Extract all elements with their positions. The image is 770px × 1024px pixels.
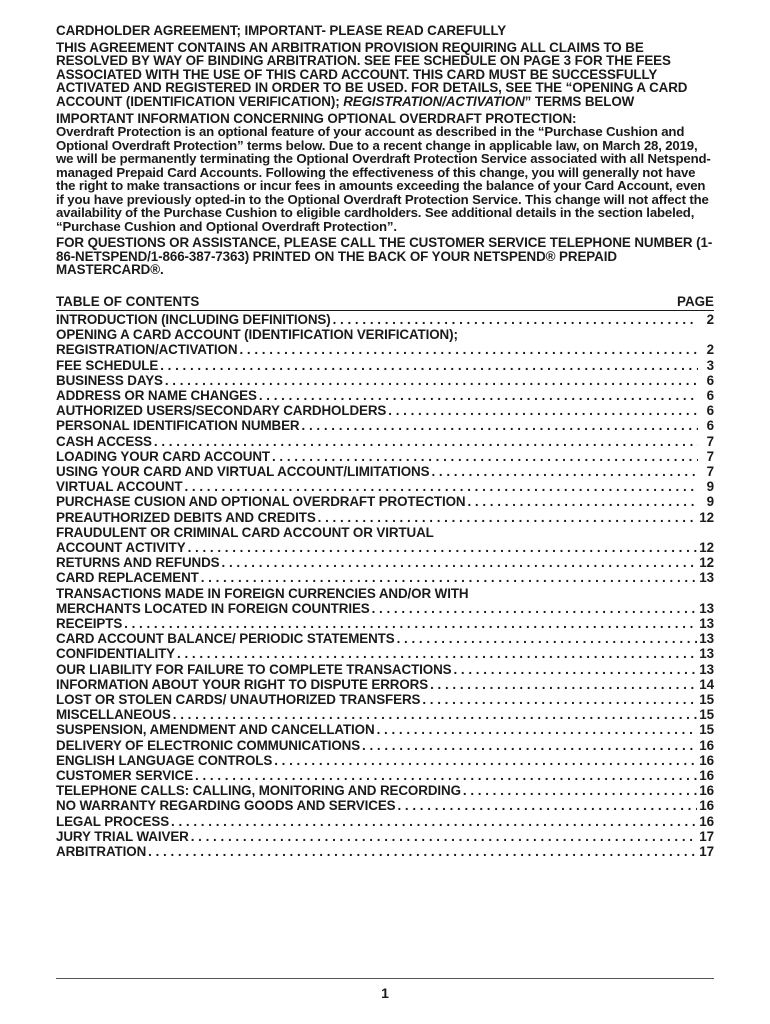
toc-entry-page: 7: [706, 433, 714, 449]
toc-entry: [56, 449, 714, 464]
toc-entry-page: 16: [699, 737, 714, 753]
toc-entry-line: [56, 464, 714, 479]
toc-entry-line: [56, 631, 714, 646]
toc-entry-line: [56, 692, 714, 707]
toc-entry-title: ACCOUNT ACTIVITY: [56, 539, 186, 555]
toc-entry-line: [56, 388, 714, 403]
toc-entry-line: [56, 677, 714, 692]
toc-entry: [56, 753, 714, 768]
toc-entry-line: [56, 844, 714, 859]
toc-entry-line: [56, 510, 714, 525]
toc-entry: [56, 798, 714, 813]
toc-leader-dots: [148, 844, 697, 859]
toc-entry-page: 14: [699, 676, 714, 692]
toc-entry-line: [56, 814, 714, 829]
toc-entry-title: MERCHANTS LOCATED IN FOREIGN COUNTRIES: [56, 600, 370, 616]
toc-entry-line: [56, 616, 714, 631]
toc-leader-dots: [362, 738, 697, 753]
toc-entry-page: 7: [706, 463, 714, 479]
toc-entry: [56, 677, 714, 692]
toc-entry-page: 3: [706, 357, 714, 373]
toc-leader-dots: [422, 692, 697, 707]
toc-entry-page: 13: [699, 661, 714, 677]
document-page: [56, 24, 714, 859]
arbitration-notice: [56, 41, 714, 109]
toc-entry-title: PURCHASE CUSION AND OPTIONAL OVERDRAFT PROTECTION: [56, 494, 466, 510]
toc-entry-page: 16: [699, 768, 714, 784]
toc-entry-line: [56, 494, 714, 509]
toc-entry-line: [56, 570, 714, 585]
toc-entry: [56, 844, 714, 859]
toc-entry: [56, 418, 714, 433]
toc-entry: [56, 388, 714, 403]
toc-entry-title: LEGAL PROCESS: [56, 813, 170, 829]
toc-entry-title: ARBITRATION: [56, 844, 147, 860]
customer-service-notice: FOR QUESTIONS OR ASSISTANCE, PLEASE CALL THE CUSTOMER SERVICE TELEPHONE NUMBER (1-86-NETSPEND/1-866-387-7363) PRINTED ON THE BACK OF YOUR NETSPEND® PREPAID MASTERCARD®.: [56, 235, 713, 278]
toc-entry: [56, 829, 714, 844]
toc-entry-page: 12: [699, 539, 714, 555]
toc-entry-line: [56, 722, 714, 737]
toc-leader-dots: [397, 798, 697, 813]
toc-leader-dots: [272, 449, 698, 464]
toc-entry-page: 9: [706, 479, 714, 495]
toc-entry-title: LOADING YOUR CARD ACCOUNT: [56, 448, 270, 464]
page-number: 1: [381, 985, 389, 1001]
toc-leader-dots: [377, 722, 698, 737]
overdraft-heading: IMPORTANT INFORMATION CONCERNING OPTIONAL OVERDRAFT PROTECTION:: [56, 110, 577, 126]
toc-entry-page: 7: [706, 448, 714, 464]
toc-entry-title: INFORMATION ABOUT YOUR RIGHT TO DISPUTE ERRORS: [56, 676, 429, 692]
toc-leader-dots: [388, 403, 698, 418]
toc-leader-dots: [201, 570, 698, 585]
toc-entry-page: 9: [706, 494, 714, 510]
toc-entry: [56, 555, 714, 570]
toc-entry-title: SUSPENSION, AMENDMENT AND CANCELLATION: [56, 722, 375, 738]
toc-entry-title-line1: OPENING A CARD ACCOUNT (IDENTIFICATION VERIFICATION);: [56, 327, 458, 343]
toc-entry: [56, 525, 714, 555]
toc-entry: [56, 570, 714, 585]
toc-entry-line: [56, 768, 714, 783]
registration-activation-emphasis: REGISTRATION/ACTIVATION: [343, 93, 525, 109]
toc-entry: [56, 494, 714, 509]
toc-entry-title: CONFIDENTIALITY: [56, 646, 176, 662]
toc-entry-line: [56, 753, 714, 768]
footer-rule: [56, 978, 714, 979]
toc-entry-title: VIRTUAL ACCOUNT: [56, 479, 183, 495]
toc-entry: [56, 707, 714, 722]
toc-entry: [56, 327, 714, 357]
toc-entry-page: 17: [699, 844, 714, 860]
agreement-heading: CARDHOLDER AGREEMENT; IMPORTANT- PLEASE READ CAREFULLY: [56, 23, 507, 38]
toc-entry-title: OUR LIABILITY FOR FAILURE TO COMPLETE TRANSACTIONS: [56, 661, 452, 677]
toc-entry-line: [56, 738, 714, 753]
toc-entry-page: 6: [706, 403, 714, 419]
toc-leader-dots: [431, 464, 698, 479]
toc-entry-line: [56, 449, 714, 464]
toc-leader-dots: [372, 601, 698, 616]
toc-entry-title: ENGLISH LANGUAGE CONTROLS: [56, 752, 273, 768]
toc-leader-dots: [160, 358, 698, 373]
toc-entry-line: [56, 342, 714, 357]
toc-leader-dots: [318, 510, 698, 525]
toc-entry-line: [56, 434, 714, 449]
toc-entry-title: RECEIPTS: [56, 616, 123, 631]
toc-entry: [56, 768, 714, 783]
toc-leader-dots: [333, 312, 698, 327]
toc-leader-dots: [463, 783, 697, 798]
toc-entry-page: 13: [699, 631, 714, 647]
toc-entry-line: [56, 540, 714, 555]
overdraft-body: Overdraft Protection is an optional feature of your account as described in the “Purchase Cushion and Optional Overdraft Protection” terms below. Due to a recent change in applicable law, on March 28, 2019, we will be permanently terminating the Optional Overdraft Protection Service associated with all Netspend-managed Prepaid Card Accounts. Following the effectiveness of this change, you will generally not have the right to make transactions or incur fees in amounts exceeding the balance of your Card Account, even if you have previously opted-in to the Optional Overdraft Protection Service. This change will not affect the availability of the Purchase Cushion to eligible cardholders. See additional details in the section labeled, “Purchase Cushion and Optional Overdraft Protection”.: [56, 124, 711, 234]
toc-entry-line: [56, 783, 714, 798]
arbitration-notice-text: THIS AGREEMENT CONTAINS AN ARBITRATION PROVISION REQUIRING ALL CLAIMS TO BE RESOLVED BY WAY OF BINDING ARBITRATION. SEE FEE SCHEDULE ON PAGE 3 FOR THE FEES ASSOCIATED WITH THE USE OF THIS CARD ACCOUNT. THIS CARD MUST BE SUCCESSFULLY ACTIVATED AND REGISTERED IN ORDER TO BE USED. FOR DETAILS, SEE THE “OPENING A CARD ACCOUNT (IDENTIFICATION VERIFICATION);: [56, 39, 688, 109]
toc-entry-title: RETURNS AND REFUNDS: [56, 555, 220, 571]
toc-entry-line: [56, 312, 714, 327]
toc-leader-dots: [453, 662, 697, 677]
toc-entry-line: [56, 707, 714, 722]
toc-entry: [56, 434, 714, 449]
toc-entry-line: [56, 418, 714, 433]
toc-leader-dots: [191, 829, 698, 844]
toc-title: TABLE OF CONTENTS: [56, 293, 200, 309]
toc-entry-page: 2: [706, 311, 714, 327]
toc-entry-title: LOST OR STOLEN CARDS/ UNAUTHORIZED TRANSFERS: [56, 692, 421, 708]
toc-leader-dots: [302, 418, 699, 433]
toc-entry-page: 2: [706, 342, 714, 358]
toc-leader-dots: [171, 814, 697, 829]
toc-entry-line: [56, 373, 714, 388]
toc-entry-title: ADDRESS OR NAME CHANGES: [56, 387, 257, 403]
toc-leader-dots: [430, 677, 697, 692]
toc-leader-dots: [173, 707, 698, 722]
toc-entry: [56, 814, 714, 829]
toc-leader-dots: [165, 373, 698, 388]
toc-entry-page: 15: [699, 707, 714, 723]
toc-entry: [56, 616, 714, 631]
toc-leader-dots: [177, 646, 697, 661]
toc-entry: [56, 722, 714, 737]
toc-leader-dots: [239, 342, 698, 357]
toc-entry-page: 15: [699, 692, 714, 708]
toc-leader-dots: [124, 616, 697, 631]
toc-entry-page: 16: [699, 752, 714, 768]
toc-entry-line: [56, 601, 714, 616]
toc-entry-title: NO WARRANTY REGARDING GOODS AND SERVICES: [56, 798, 396, 814]
toc-entry-line: [56, 798, 714, 813]
toc-entry-title: CARD ACCOUNT BALANCE/ PERIODIC STATEMENTS: [56, 631, 395, 647]
toc-entry-title: PREAUTHORIZED DEBITS AND CREDITS: [56, 509, 316, 525]
toc-entry: [56, 586, 714, 616]
toc-entry-page: 16: [699, 798, 714, 814]
toc-entry: [56, 646, 714, 661]
toc-entry: [56, 464, 714, 479]
toc-entry-title: CUSTOMER SERVICE: [56, 768, 194, 784]
toc-entry-page: 13: [699, 646, 714, 662]
toc-entry-line: [56, 403, 714, 418]
toc-entry: [56, 662, 714, 677]
toc-entry-page: 6: [706, 387, 714, 403]
toc-entry-page: 13: [699, 616, 714, 631]
toc-entry: [56, 631, 714, 646]
toc-entry-page: 17: [699, 828, 714, 844]
toc-entry: [56, 783, 714, 798]
toc-header: [56, 295, 714, 311]
toc-entry-page: 12: [699, 509, 714, 525]
toc-entry-title-line1: FRAUDULENT OR CRIMINAL CARD ACCOUNT OR VIRTUAL: [56, 524, 434, 540]
toc-entry-page: 13: [699, 600, 714, 616]
toc-entry-title: REGISTRATION/ACTIVATION: [56, 342, 238, 358]
toc-page-label: PAGE: [677, 293, 714, 309]
toc-leader-dots: [274, 753, 697, 768]
arbitration-notice-tail: ” TERMS BELOW: [524, 93, 635, 109]
toc-entry-page: 16: [699, 813, 714, 829]
toc-entry-title: MISCELLANEOUS: [56, 707, 171, 723]
toc-entry-title: CARD REPLACEMENT: [56, 570, 199, 586]
toc-entry-line: [56, 479, 714, 494]
toc-leader-dots: [259, 388, 698, 403]
toc-leader-dots: [397, 631, 698, 646]
toc-entry-page: 13: [699, 570, 714, 586]
toc-entry: [56, 738, 714, 753]
toc-entry-page: 16: [699, 783, 714, 799]
toc-entry-line: [56, 555, 714, 570]
toc-entry-line: [56, 829, 714, 844]
toc-entry-line: [56, 358, 714, 373]
toc-list: [56, 312, 714, 859]
toc-entry: [56, 403, 714, 418]
toc-entry: [56, 373, 714, 388]
toc-entry-page: 6: [706, 372, 714, 388]
toc-entry-line: [56, 662, 714, 677]
toc-entry-title: USING YOUR CARD AND VIRTUAL ACCOUNT/LIMITATIONS: [56, 463, 430, 479]
toc-entry-title: DELIVERY OF ELECTRONIC COMMUNICATIONS: [56, 737, 361, 753]
toc-entry-title: BUSINESS DAYS: [56, 372, 163, 388]
toc-entry-title: JURY TRIAL WAIVER: [56, 828, 189, 844]
toc-entry: [56, 312, 714, 327]
toc-entry-page: 15: [699, 722, 714, 738]
toc-entry-line: [56, 646, 714, 661]
toc-entry: [56, 479, 714, 494]
toc-entry-title-line1: TRANSACTIONS MADE IN FOREIGN CURRENCIES AND/OR WITH: [56, 585, 469, 601]
toc-leader-dots: [188, 540, 698, 555]
toc-leader-dots: [154, 434, 698, 449]
toc-leader-dots: [184, 479, 698, 494]
toc-entry-title: FEE SCHEDULE: [56, 357, 159, 373]
toc-leader-dots: [195, 768, 697, 783]
toc-entry-title: PERSONAL IDENTIFICATION NUMBER: [56, 418, 300, 434]
toc-entry: [56, 692, 714, 707]
toc-entry-title: AUTHORIZED USERS/SECONDARY CARDHOLDERS: [56, 403, 387, 419]
toc-entry-page: 12: [699, 555, 714, 571]
toc-entry-title: TELEPHONE CALLS: CALLING, MONITORING AND RECORDING: [56, 783, 461, 799]
toc-entry-title: CASH ACCESS: [56, 433, 152, 449]
toc-entry-page: 6: [706, 418, 714, 434]
toc-leader-dots: [222, 555, 698, 570]
toc-entry: [56, 510, 714, 525]
toc-entry-title: INTRODUCTION (INCLUDING DEFINITIONS): [56, 311, 331, 327]
toc-entry: [56, 358, 714, 373]
toc-leader-dots: [467, 494, 698, 509]
